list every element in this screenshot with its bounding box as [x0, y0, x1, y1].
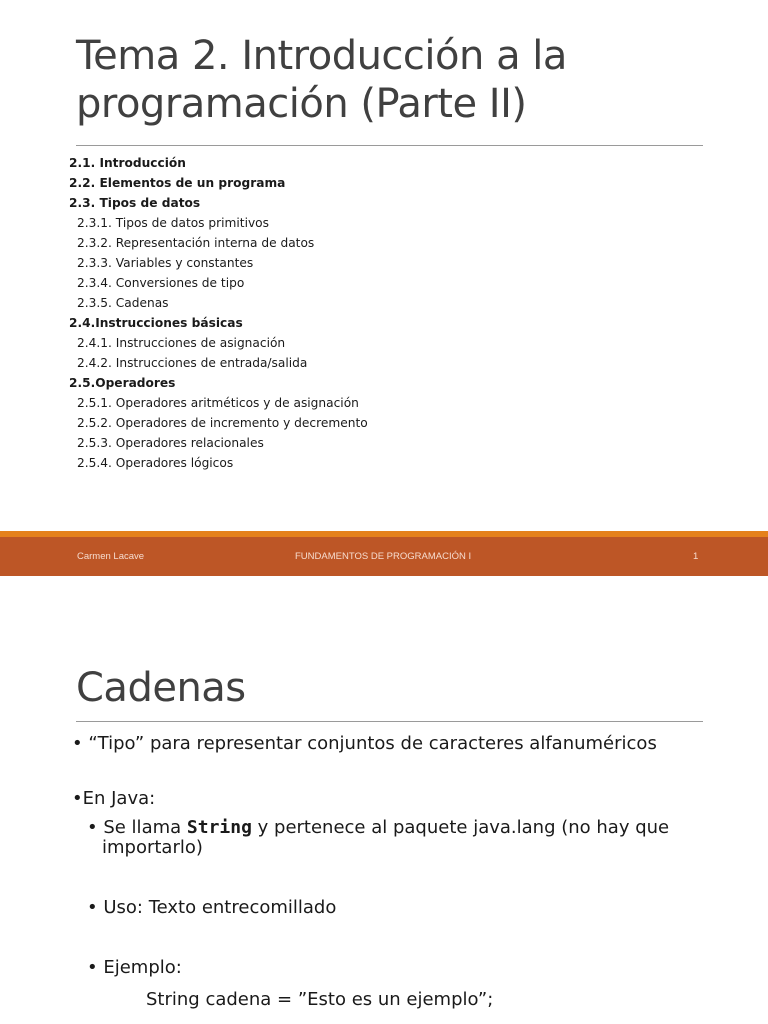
toc-item: 2.4.1. Instrucciones de asignación	[77, 336, 286, 350]
toc-item: 2.3.5. Cadenas	[77, 296, 169, 310]
toc-item: 2.3.4. Conversiones de tipo	[77, 276, 245, 290]
slide-2	[0, 600, 768, 1024]
bullet-tipo: • “Tipo” para representar conjuntos de caracteres alfanuméricos	[72, 733, 657, 754]
slide-title: Tema 2. Introducción a la programación (Parte II)	[76, 33, 567, 127]
string-keyword: String	[186, 817, 252, 838]
sub-bullet-string-suffix: y pertenece al paquete java.lang (no hay que	[251, 817, 670, 838]
sub-bullet-string	[87, 818, 669, 838]
slide-footer	[0, 537, 768, 576]
toc-item: 2.3.3. Variables y constantes	[77, 256, 254, 270]
toc-item: 2.5.1. Operadores aritméticos y de asignación	[77, 396, 359, 410]
toc-item: 2.2. Elementos de un programa	[69, 176, 286, 190]
sub-bullet-string-continuation: importarlo)	[102, 837, 203, 858]
title-divider	[76, 145, 703, 146]
slide-title: Cadenas	[76, 665, 246, 711]
toc-item: 2.5.2. Operadores de incremento y decremento	[77, 416, 368, 430]
toc-item: 2.4.2. Instrucciones de entrada/salida	[77, 356, 308, 370]
sub-bullet-ejemplo: • Ejemplo:	[87, 957, 182, 978]
code-example: String cadena = ”Esto es un ejemplo”;	[146, 989, 494, 1010]
title-divider	[76, 721, 703, 722]
toc-item: 2.4.Instrucciones básicas	[69, 316, 243, 330]
bullet-en-java: •En Java:	[72, 788, 156, 809]
toc-item: 2.5.4. Operadores lógicos	[77, 456, 234, 470]
toc-item: 2.5.3. Operadores relacionales	[77, 436, 264, 450]
toc-item: 2.1. Introducción	[69, 156, 186, 170]
table-of-contents	[69, 153, 368, 473]
footer-page-number: 1	[693, 551, 699, 562]
footer-course: FUNDAMENTOS DE PROGRAMACIÓN I	[295, 551, 472, 562]
toc-item: 2.3.2. Representación interna de datos	[77, 236, 315, 250]
toc-item: 2.5.Operadores	[69, 376, 176, 390]
sub-bullet-string-prefix: • Se llama	[87, 817, 187, 838]
toc-item: 2.3. Tipos de datos	[69, 196, 201, 210]
toc-item: 2.3.1. Tipos de datos primitivos	[77, 216, 269, 230]
sub-bullet-uso: • Uso: Texto entrecomillado	[87, 897, 337, 918]
footer-author: Carmen Lacave	[77, 551, 145, 562]
